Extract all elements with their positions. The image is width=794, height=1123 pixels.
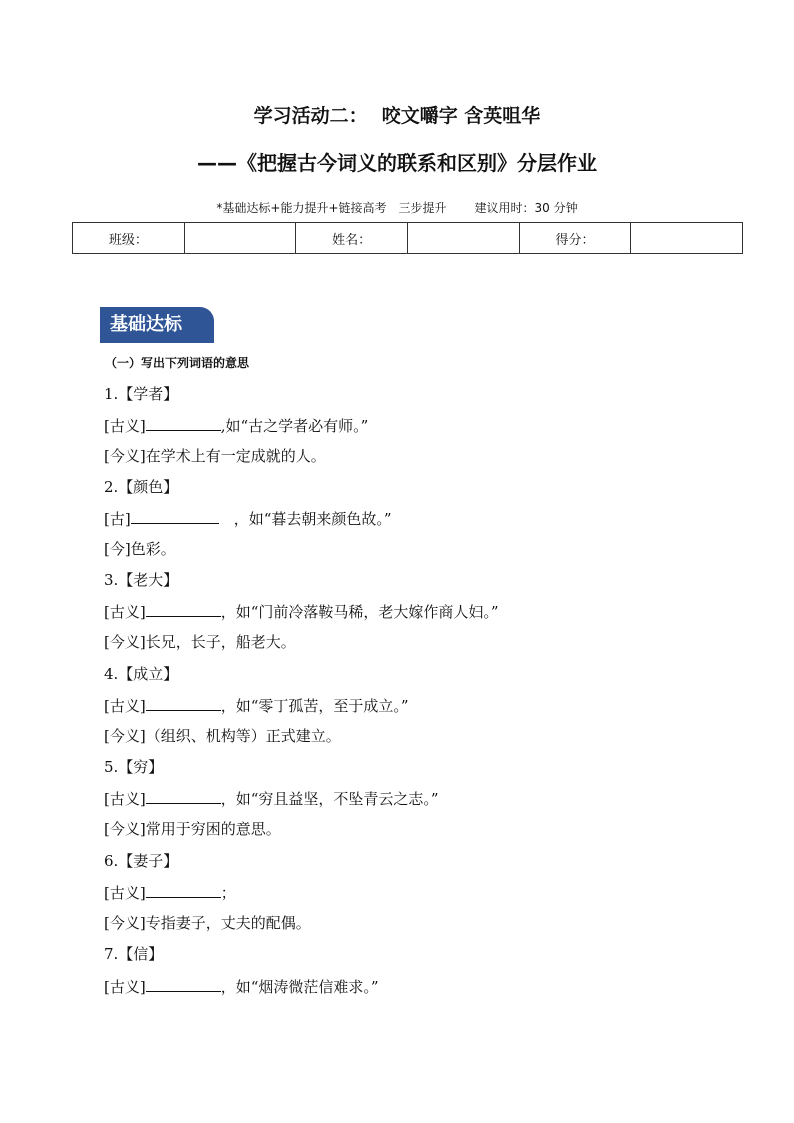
item-heading: 2.【颜色】 bbox=[104, 478, 179, 496]
item-gu bbox=[104, 601, 499, 622]
gu-prefix: [古义] bbox=[104, 978, 146, 996]
title-part1: 学习活动二： bbox=[253, 105, 368, 127]
note-steps: *基础达标+能力提升+链接高考 三步提升 bbox=[216, 201, 447, 215]
gu-suffix: ，如“烟涛微茫信难求。” bbox=[220, 978, 379, 996]
item-heading: 3.【老大】 bbox=[104, 571, 179, 589]
score-field[interactable] bbox=[631, 223, 743, 254]
item-jin: [今义]长兄，长子，船老大。 bbox=[104, 633, 296, 651]
class-label: 班级： bbox=[73, 223, 185, 254]
item-gu bbox=[104, 695, 409, 716]
answer-blank[interactable] bbox=[146, 788, 221, 804]
section-subheading: （一）写出下列词语的意思 bbox=[105, 356, 250, 370]
gu-prefix: [古义] bbox=[104, 790, 146, 808]
answer-blank[interactable] bbox=[146, 601, 221, 617]
item-jin: [今义]在学术上有一定成就的人。 bbox=[104, 447, 326, 465]
gu-prefix: [古] bbox=[104, 510, 131, 528]
gu-suffix: ； bbox=[220, 884, 236, 902]
student-info-table bbox=[72, 222, 743, 254]
gu-suffix: ,如“古之学者必有师。” bbox=[220, 417, 369, 435]
item-heading: 1.【学者】 bbox=[104, 385, 179, 403]
item-heading: 5.【穷】 bbox=[104, 758, 164, 776]
item-heading: 7.【信】 bbox=[104, 945, 164, 963]
item-gu bbox=[104, 882, 236, 903]
name-field[interactable] bbox=[407, 223, 519, 254]
gu-suffix: ，如“门前冷落鞍马稀，老大嫁作商人妇。” bbox=[220, 603, 499, 621]
title-part2: 咬文嚼字 含英咀华 bbox=[381, 105, 541, 127]
item-jin: [今义]专指妻子，丈夫的配偶。 bbox=[104, 914, 311, 932]
gu-prefix: [古义] bbox=[104, 417, 146, 435]
item-jin: [今]色彩。 bbox=[104, 540, 176, 558]
answer-blank[interactable] bbox=[146, 882, 221, 898]
gu-prefix: [古义] bbox=[104, 697, 146, 715]
item-jin: [今义]常用于穷困的意思。 bbox=[104, 820, 281, 838]
gu-suffix: ，如“穷且益坚，不坠青云之志。” bbox=[220, 790, 439, 808]
gu-prefix: [古义] bbox=[104, 884, 146, 902]
item-heading: 4.【成立】 bbox=[104, 665, 179, 683]
answer-blank[interactable] bbox=[146, 415, 221, 431]
item-gu bbox=[104, 508, 392, 529]
answer-blank[interactable] bbox=[146, 976, 221, 992]
page-title bbox=[0, 101, 794, 128]
item-gu bbox=[104, 415, 368, 436]
item-gu bbox=[104, 788, 439, 809]
item-gu bbox=[104, 976, 379, 997]
name-label: 姓名： bbox=[296, 223, 408, 254]
assignment-note bbox=[0, 199, 794, 216]
item-jin: [今义]（组织、机构等）正式建立。 bbox=[104, 727, 341, 745]
item-heading: 6.【妻子】 bbox=[104, 852, 179, 870]
answer-blank[interactable] bbox=[131, 508, 219, 524]
page-subtitle: ——《把握古今词义的联系和区别》分层作业 bbox=[197, 151, 597, 175]
class-field[interactable] bbox=[184, 223, 296, 254]
note-time: 建议用时：30 分钟 bbox=[474, 201, 578, 215]
gu-prefix: [古义] bbox=[104, 603, 146, 621]
answer-blank[interactable] bbox=[146, 695, 221, 711]
gu-suffix: ，如“零丁孤苦，至于成立。” bbox=[220, 697, 409, 715]
gu-suffix: ，如“暮去朝来颜色故。” bbox=[218, 510, 392, 528]
section-badge: 基础达标 bbox=[100, 307, 214, 343]
score-label: 得分： bbox=[519, 223, 631, 254]
